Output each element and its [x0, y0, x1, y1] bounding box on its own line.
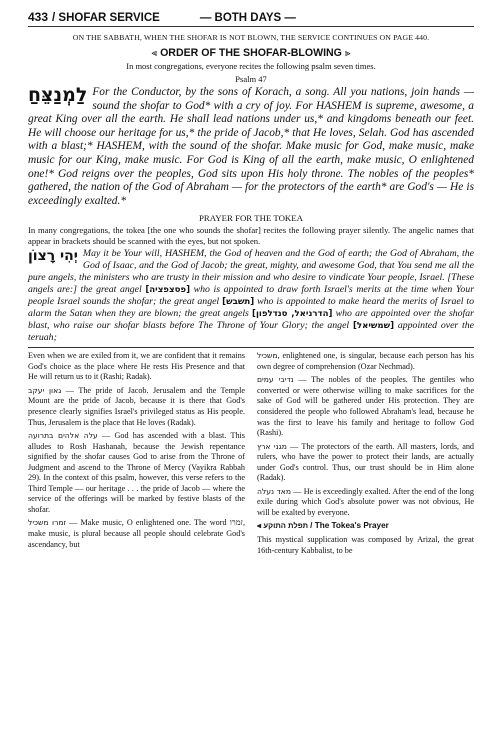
commentary-hebrew: מאד נעלה [257, 486, 292, 496]
commentary-paragraph: This mystical supplication was composed by Arizal, the great 16th-century Kabbalist, to be [257, 535, 474, 555]
angel-name-1: [פסצפציה] [145, 284, 191, 295]
tokea-hebrew-title: ⫷ תפלת התוקע [257, 521, 309, 531]
commentary-paragraph: מגני ארץ — The protectors of the earth. All masters, lords, and rulers, who have the power to protect their lands, are actually under God's control. Thus, our trust should be in Him alone (Radak). [257, 441, 475, 483]
tokea-title: / The Tokea's Prayer [310, 521, 389, 531]
prayer-book-page [28, 10, 474, 559]
prayer-part-1: May it be Your will, HASHEM, the God of heaven and the God of earth; the God of Abraham, the God of Isaac, and the God of Jacob; the great, mighty, and awesome God, that You send me all the pure angels, the ministers who are trusty in their mission and who desire to vindicate Your people, Israel. [These angels are:] the great angel [28, 247, 474, 295]
prayer-part-5: appointed over the teruah; [28, 320, 474, 344]
prayer-part-2: who is appointed to draw forth Israel's merits at the time when Your people Israel sounds the shofar; the great angel [28, 283, 475, 307]
commentary-hebrew: נדיבי עמים [257, 375, 294, 385]
section-title: / SHOFAR SERVICE [52, 12, 160, 24]
page-header [28, 10, 474, 27]
prayer-text [28, 248, 474, 345]
sabbath-note: ON THE SABBATH, WHEN THE SHOFAR IS NOT BLOWN, THE SERVICE CONTINUES ON PAGE 440. [72, 33, 430, 42]
commentary-hebrew: גאון יעקב [28, 385, 62, 395]
prayer-part-4: who are appointed over the shofar blast, who raise our shofar blasts before The Throne of Your Glory; the angel [28, 308, 474, 332]
psalm-label: Psalm 47 [235, 74, 267, 84]
tokea-heading [257, 521, 474, 532]
psalm-hebrew-lead: לַמְנַצֵּחַ [28, 84, 88, 106]
commentary-hebrew: מגני ארץ [257, 441, 287, 451]
order-title [28, 47, 474, 59]
prayer-title: PRAYER FOR THE TOKEA [198, 213, 304, 224]
commentary-hebrew: עלה אלהים בתרועה [28, 431, 98, 441]
commentary-paragraph: גאון יעקב — The pride of Jacob. Jerusalem and the Temple Mount are the pride of Jacob, because it is there that God's presence clearly signifies Israel's privileged status as His people. Thus, Jerusalem is the place that He loves (Radak). [28, 385, 245, 427]
commentary-hebrew: משכיל [257, 351, 278, 361]
commentary-paragraph: זמרו משכיל — Make music, O enlightened one. The word זמרו, make music, is plural because all people should celebrate God's ascendancy, but [28, 518, 245, 549]
psalm-text [28, 86, 474, 208]
order-title-text: ORDER OF THE SHOFAR-BLOWING [160, 47, 342, 59]
commentary-paragraph: עלה אלהים בתרועה — God has ascended with a blast. This alludes to Rosh Hashanah, because the Jewish repentance signified by the shofar causes God to arise from the Throne of Judgment and ascend to the Throne of Mercy (Vayikra Rabbah 29). In the context of this psalm, however, this verse refers to the Third Temple — our heritage . . . the pride of Jacob — where the service of the offerings will be marked by festive blasts of the shofar. [28, 431, 245, 514]
prayer-part-3: who is appointed to make heard the merits of Israel to alarm the Satan when they are blown; the great angels [28, 295, 474, 319]
prayer-hebrew-lead: יְהִי רָצוֹן [28, 247, 78, 264]
angel-name-4: [שמשיאל] [352, 321, 395, 332]
ornament-right-icon: ⫸ [344, 48, 351, 59]
commentary-divider [28, 347, 474, 348]
commentary-hebrew: זמרו משכיל [28, 518, 67, 528]
prayer-instruction: In many congregations, the tokea [the one who sounds the shofar] recites the following prayer silently. The angelic names that appear in brackets should be scanned with the eyes, but not spoken. [28, 225, 474, 246]
commentary [28, 351, 474, 559]
commentary-paragraph: מאד נעלה — He is exceedingly exalted. After the end of the long exile during which God's absolute power was not obvious, He will be exalted by everyone. [257, 486, 474, 517]
psalm-body: For the Conductor, by the sons of Korach, a song. All you nations, join hands — sound the shofar to God* with a cry of joy. For HASHEM is supreme, awesome, a great King over all the earth. He shall lead nations under us,* and kingdoms beneath our feet. He will choose our heritage for us,* the pride of Jacob,* that He loves, Selah. God has ascended with a blast;* HASHEM, with the sound of the shofar. Make music for God, make music, make music for our King, make music. For God is King of all the earth, make music, O enlightened one!* God reigns over the peoples, God sits upon His holy throne. The nobles of the peoples* gathered, the nation of the God of Abraham — for the protectors of the earth* are God's — He is exceedingly exalted.* [28, 86, 474, 207]
commentary-right-column [257, 351, 474, 559]
days-label: — BOTH DAYS — [199, 12, 296, 24]
commentary-paragraph: נדיבי עמים — The nobles of the peoples. The gentiles who converted or were otherwise willing to make sacrifices for the sake of God will be gathered under His protection. They are considered the people who followed Abraham's lead, because he was the first to leave his family and heritage to follow God (Rashi). [257, 375, 474, 438]
angel-name-3: [הדרניאל, סנדלפון] [252, 309, 333, 319]
page-number: 433 [28, 10, 49, 24]
ornament-left-icon: ⫷ [151, 48, 158, 59]
angel-name-2: [תשבש] [222, 296, 255, 307]
commentary-paragraph: Even when we are exiled from it, we are confident that it remains God's choice as the place where He rests His Presence and that He will return us to it (Rashi; Radak). [28, 351, 245, 382]
order-instruction: In most congregations, everyone recites the following psalm seven times. [126, 61, 376, 71]
commentary-paragraph: משכיל, enlightened one, is singular, because each person has his own degree of comprehension (Ozar Nechmad). [257, 351, 474, 371]
commentary-left-column [28, 351, 245, 559]
